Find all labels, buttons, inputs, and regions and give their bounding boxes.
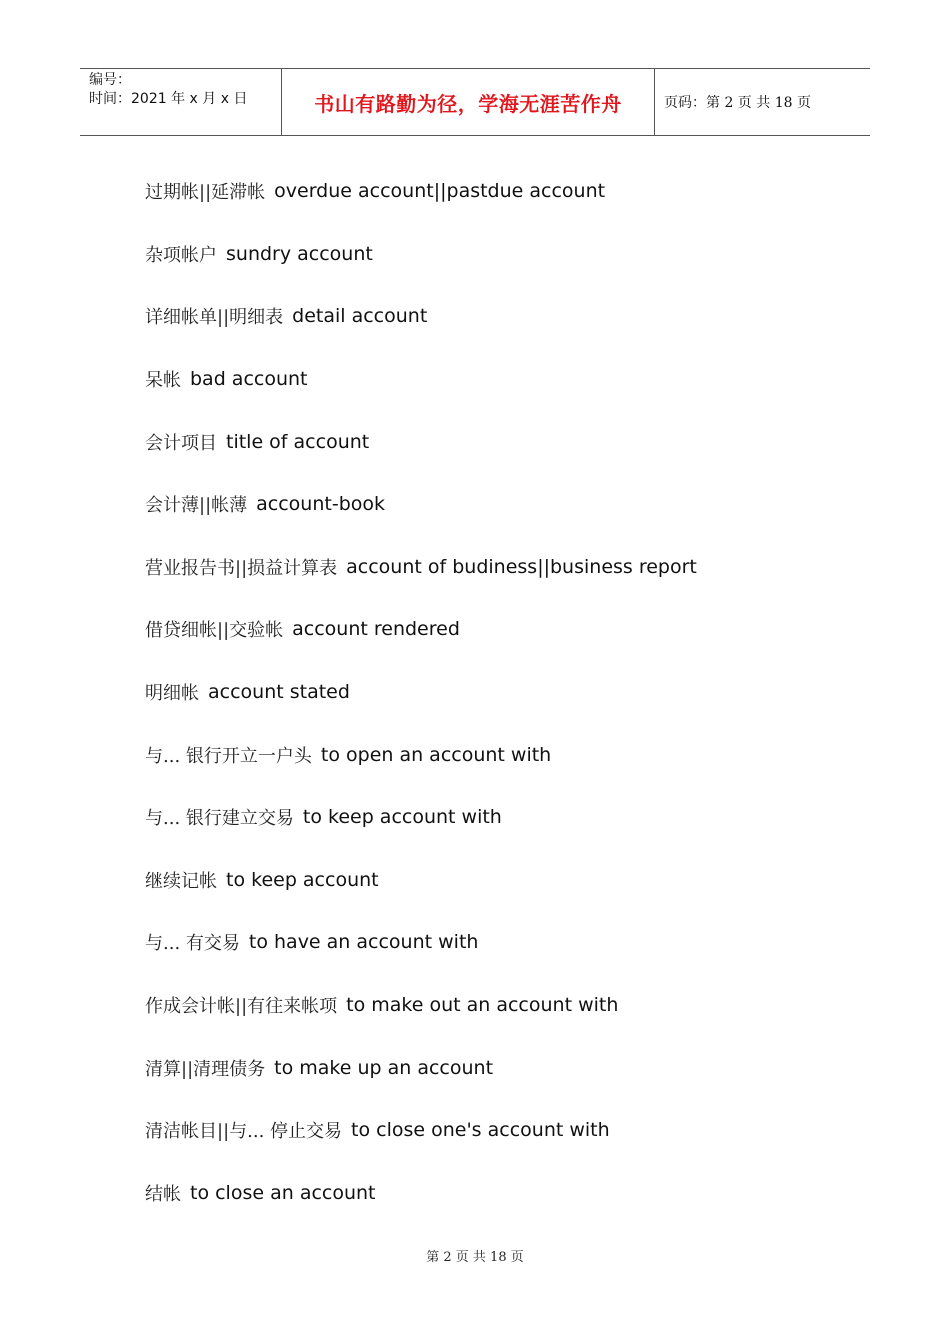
glossary-entry — [145, 536, 885, 599]
glossary-entry — [145, 160, 885, 223]
entry-english-term: detail account — [292, 305, 428, 328]
entry-chinese-term: 会计项目 — [145, 432, 217, 454]
entry-chinese-term: 会计薄||帐薄 — [145, 495, 248, 517]
glossary-entry — [145, 974, 885, 1037]
entry-english-term: account stated — [208, 681, 350, 704]
entry-english-term: to close an account — [190, 1181, 376, 1204]
glossary-entry — [145, 786, 885, 849]
entry-english-term: overdue account||pastdue account — [274, 180, 606, 203]
glossary-entry — [145, 223, 885, 286]
glossary-entry — [145, 1162, 885, 1225]
page-footer — [0, 1246, 950, 1265]
glossary-entry — [145, 849, 885, 912]
footer-page-number: 第 2 页 共 18 页 — [426, 1250, 524, 1265]
header-motto-cell — [282, 69, 655, 135]
entry-english-term: to make up an account — [274, 1056, 494, 1079]
entry-chinese-term: 继续记帐 — [145, 870, 217, 892]
document-date: 时间：2021 年 x 月 x 日 — [89, 91, 248, 107]
entry-chinese-term: 过期帐||延滞帐 — [145, 182, 266, 204]
glossary-entry — [145, 410, 885, 473]
document-number-label: 编号： — [89, 72, 131, 88]
entry-english-term: account of budiness||business report — [346, 555, 697, 578]
entry-chinese-term: 清洁帐目||与... 停止交易 — [145, 1121, 343, 1143]
entry-chinese-term: 与... 银行建立交易 — [145, 808, 294, 830]
entry-chinese-term: 杂项帐户 — [145, 244, 217, 266]
glossary-entry — [145, 285, 885, 348]
entry-english-term: to keep account — [226, 868, 379, 891]
glossary-entry — [145, 598, 885, 661]
entry-chinese-term: 与... 有交易 — [145, 933, 240, 955]
page-header — [80, 68, 870, 136]
entry-chinese-term: 结帐 — [145, 1183, 181, 1205]
glossary-entry — [145, 473, 885, 536]
entry-chinese-term: 明细帐 — [145, 683, 199, 705]
glossary-entry — [145, 1036, 885, 1099]
header-page-number: 页码：第 2 页 共 18 页 — [664, 95, 811, 111]
glossary-entry — [145, 348, 885, 411]
entry-english-term: account rendered — [292, 618, 460, 641]
entry-english-term: to make out an account with — [346, 994, 619, 1017]
glossary-entry — [145, 1099, 885, 1162]
entry-english-term: to have an account with — [248, 931, 479, 954]
entry-english-term: account-book — [256, 493, 386, 516]
entry-english-term: to keep account with — [302, 806, 502, 829]
header-meta-cell — [80, 69, 282, 135]
entry-english-term: title of account — [226, 430, 370, 453]
glossary-list — [145, 160, 885, 1224]
glossary-entry — [145, 661, 885, 724]
header-page-cell — [655, 69, 870, 135]
entry-english-term: bad account — [190, 368, 308, 391]
entry-chinese-term: 作成会计帐||有往来帐项 — [145, 996, 338, 1018]
header-motto: 书山有路勤为径，学海无涯苦作舟 — [314, 91, 622, 116]
entry-chinese-term: 呆帐 — [145, 370, 181, 392]
entry-chinese-term: 清算||清理债务 — [145, 1058, 266, 1080]
entry-chinese-term: 与... 银行开立一户头 — [145, 745, 312, 767]
glossary-entry — [145, 723, 885, 786]
entry-chinese-term: 详细帐单||明细表 — [145, 307, 284, 329]
entry-chinese-term: 借贷细帐||交验帐 — [145, 620, 284, 642]
entry-english-term: to close one's account with — [351, 1119, 610, 1142]
entry-english-term: sundry account — [226, 242, 373, 265]
glossary-entry — [145, 911, 885, 974]
entry-english-term: to open an account with — [320, 743, 552, 766]
entry-chinese-term: 营业报告书||损益计算表 — [145, 557, 338, 579]
